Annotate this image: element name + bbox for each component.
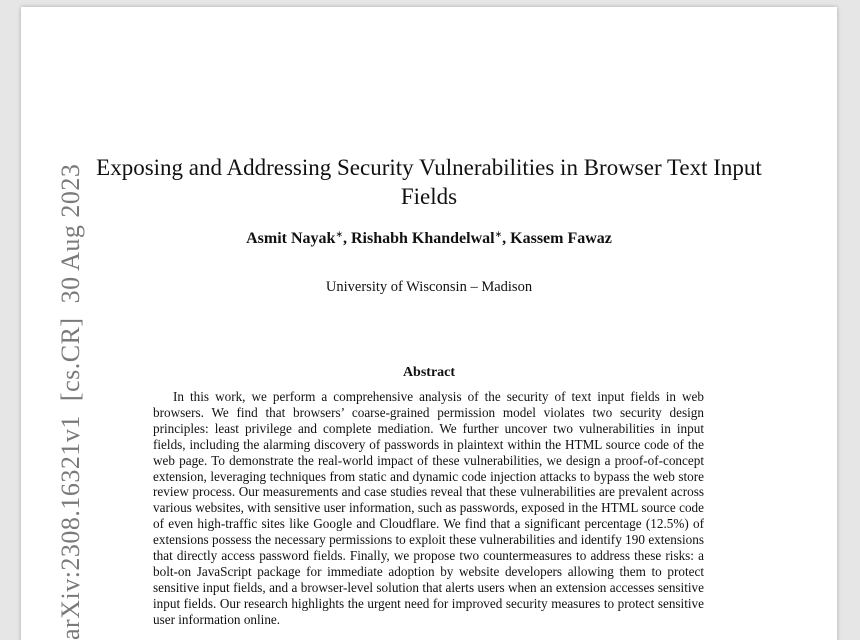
affiliation: University of Wisconsin – Madison bbox=[325, 279, 533, 295]
author-list bbox=[21, 229, 837, 249]
arxiv-category: [cs.CR] bbox=[56, 317, 85, 402]
arxiv-id: arXiv:2308.16321v1 bbox=[56, 415, 85, 640]
paper-page bbox=[21, 7, 837, 640]
arxiv-side-stamp bbox=[56, 164, 86, 640]
author-footnote-mark: ∗ bbox=[335, 229, 343, 239]
abstract-heading: Abstract bbox=[402, 365, 456, 380]
author-separator: , bbox=[342, 230, 351, 247]
author-separator: , bbox=[502, 230, 511, 247]
author-name: Rishabh Khandelwal bbox=[350, 230, 495, 247]
author-name: Kassem Fawaz bbox=[510, 230, 612, 247]
arxiv-date: 30 Aug 2023 bbox=[56, 163, 85, 304]
paper-title: Exposing and Addressing Security Vulnerabilities in Browser Text Input Fields bbox=[96, 155, 762, 209]
author-footnote-mark: ∗ bbox=[494, 229, 503, 239]
abstract-body: In this work, we perform a comprehensive analysis of the security of text input fields in web browsers. We find that browsers’ coarse-grained permission model violates two security design principles: least privilege and complete mediation. We further uncover two vulnerabilities in input fields, including the alarming discovery of passwords in plaintext within the HTML source code of the web page. To demonstrate the real-world impact of these vulnerabilities, we design a proof-of-concept extension, leveraging techniques from static and dynamic code injection attacks to bypass the web store review process. Our measurements and case studies reveal that these vulnerabilities are prevalent across various websites, with sensitive user information, such as passwords, exposed in the HTML source code of even high-traffic sites like Google and Cloudflare. We find that a significant percentage (12.5%) of extensions possess the necessary permissions to exploit these vulnerabilities and identify 190 extensions that directly access password fields. Finally, we propose two countermeasures to address these risks: a bolt-on JavaScript package for immediate adoption by website developers allowing them to protect sensitive input fields, and a browser-level solution that alerts users when an extension accesses sensitive input fields. Our research highlights the urgent need for improved security measures to protect sensitive user information online. bbox=[153, 389, 704, 627]
author-name: Asmit Nayak bbox=[246, 230, 336, 247]
